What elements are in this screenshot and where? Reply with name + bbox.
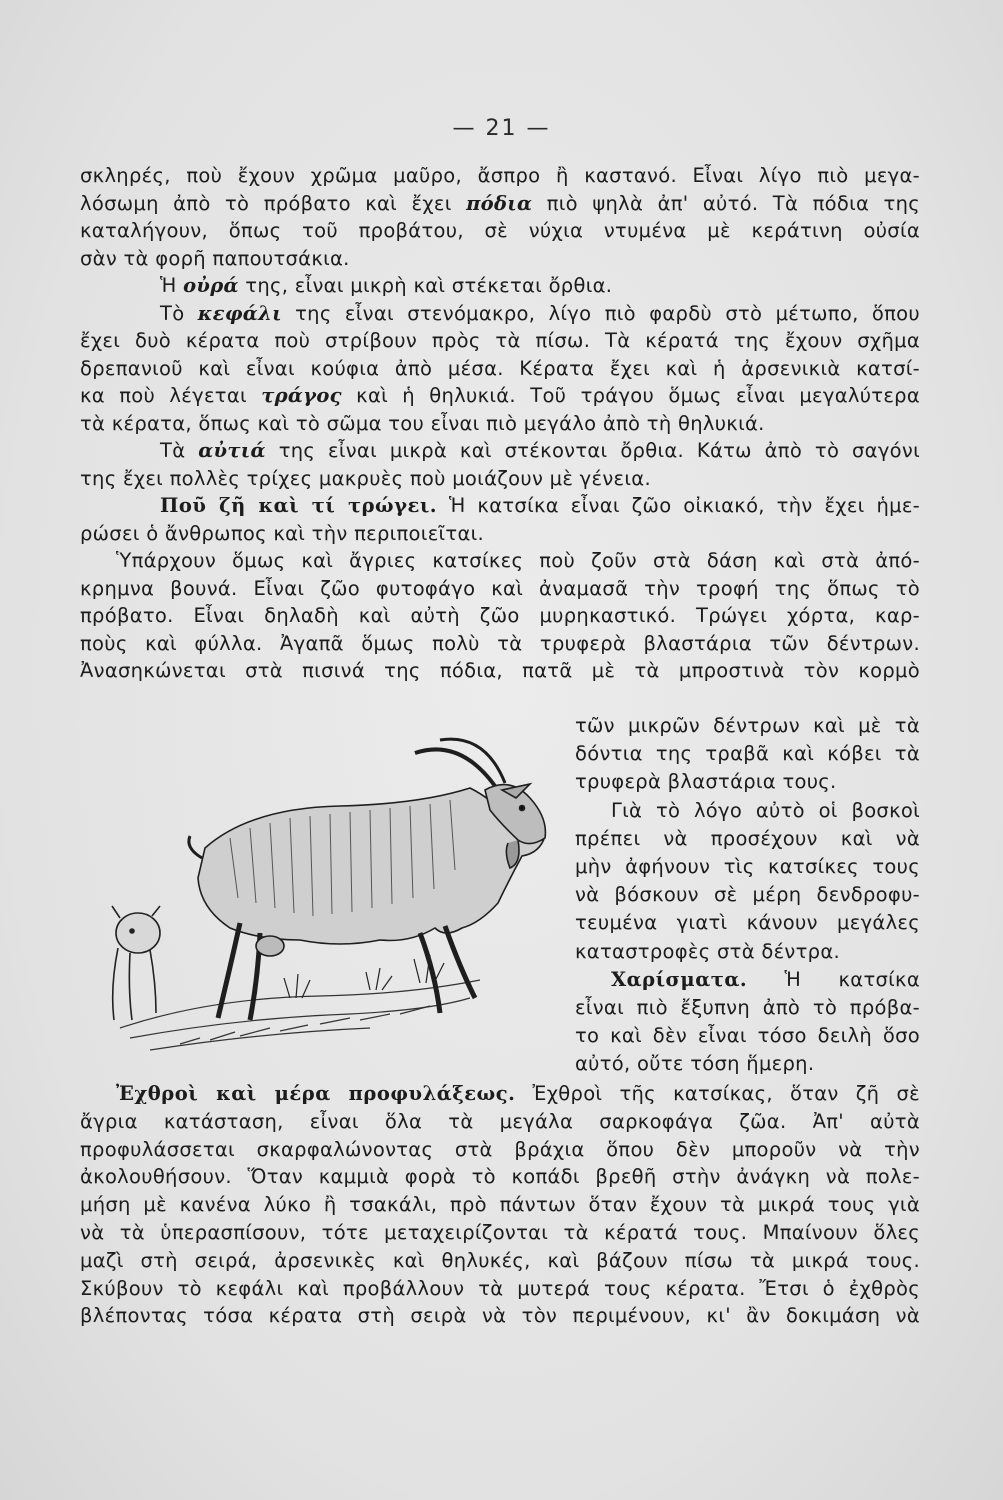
text-run: Γιὰ τὸ λόγο αὐτὸ οἱ βοσκοὶ: [611, 798, 920, 822]
text-run: Ἡ: [160, 274, 184, 297]
emphasized-term: πόδια: [466, 191, 533, 215]
narrow-lines-line: [575, 938, 920, 966]
text-run: μαζὶ στὴ σειρά, ἀρσενικὲς καὶ θηλυκές, καὶ βάζουν πίσω τὰ μικρά τους.: [80, 1248, 920, 1272]
text-run: Ἐχθροὶ τῆς κατσίκας, ὅταν ζῆ σὲ: [515, 1082, 920, 1105]
top-lines-line: [80, 657, 920, 685]
text-run: τὰ κέρατα, ὅπως καὶ τὸ σῶμα του εἶναι πιὸ μεγάλο ἀπὸ τὴ θηλυκιά.: [80, 411, 765, 435]
text-run: Ἡ κατσίκα εἶναι ζῶο οἰκιακό, τὴν ἔχει ἡμε-: [437, 494, 920, 517]
bottom-lines-line: [80, 1163, 920, 1191]
top-lines-line: [80, 162, 920, 190]
text-run: τευμένα γιατὶ κάνουν μεγάλες: [575, 911, 920, 935]
text-run: νὰ τὰ ὑπερασπίσουν, τότε μεταχειρίζονται τὰ κέρατά τους. Μπαίνουν ὅλες: [80, 1220, 920, 1244]
text-run: της, εἶναι μικρὴ καὶ στέκεται ὄρθια.: [238, 274, 613, 297]
top-lines-line: [80, 520, 920, 548]
text-run: αὐτό, οὔτε τόση ἥμερη.: [575, 1052, 815, 1076]
bottom-lines-line: [80, 1191, 920, 1219]
text-run: Τὸ: [160, 301, 198, 325]
emphasized-term: τράγος: [261, 384, 342, 407]
goat-illustration: [90, 728, 560, 1058]
text-run: προφυλάσσεται σκαρφαλώνοντας στὰ βράχια ὅπου δὲν μποροῦν νὰ τὴν: [80, 1137, 920, 1161]
top-lines-line: [80, 217, 920, 245]
text-run: μήση μὲ κανένα λύκο ἢ τσακάλι, πρὸ πάντων ὅταν ἔχουν τὰ μικρά τους γιὰ: [80, 1193, 920, 1217]
text-run: Ἡ κατσίκα: [747, 967, 920, 991]
bottom-lines-line: [80, 1136, 920, 1164]
text-run: μὴν ἀφήνουν τὶς κατσίκες τους: [575, 855, 920, 879]
kid-goat: [112, 906, 160, 1020]
text-run: νὰ βόσκουν σὲ μέρη δενδροφυ-: [575, 883, 920, 907]
text-run: Σκύβουν τὸ κεφάλι καὶ προβάλλουν τὰ μυτερά τους κέρατα. Ἔτσι ὁ ἐχθρὸς: [80, 1276, 920, 1300]
top-lines-line: [80, 547, 920, 575]
text-run: σὰν τὰ φορῆ παπουτσάκια.: [80, 246, 350, 270]
narrow-lines-line: [575, 909, 920, 937]
bottom-lines-line: [80, 1219, 920, 1247]
text-run: Ὑπάρχουν ὅμως καὶ ἄγριες κατσίκες ποὺ ζοῦν στὰ δάση καὶ στὰ ἀπό-: [116, 549, 920, 572]
text-run: τρυφερὰ βλαστάρια τους.: [575, 770, 837, 794]
text-run: τῶν μικρῶν δέντρων καὶ μὲ τὰ: [575, 714, 920, 737]
bottom-lines-line: [80, 1275, 920, 1303]
text-run: καταλήγουν, ὅπως τοῦ προβάτου, σὲ νύχια ντυμένα μὲ κεράτινη οὐσία: [80, 219, 920, 242]
top-text-block: [80, 162, 920, 685]
narrow-lines-line: [575, 740, 920, 768]
text-run: της ἔχει πολλὲς τρίχες μακρυὲς ποὺ μοιάζουν μὲ γένεια.: [80, 466, 651, 490]
text-run: Ἀνασηκώνεται στὰ πισινά της πόδια, πατᾶ μὲ τὰ μπροστινὰ τὸν κορμὸ: [80, 659, 920, 682]
narrow-lines-line: [575, 966, 920, 994]
top-lines-line: [80, 602, 920, 630]
text-run: ρώσει ὁ ἄνθρωπος καὶ τὴν περιποιεῖται.: [80, 521, 485, 545]
text-run: βλέποντας τόσα κέρατα στὴ σειρὰ νὰ τὸν περιμένουν, κι' ἂν δοκιμάση νὰ: [80, 1304, 920, 1328]
section-heading: Χαρίσματα.: [611, 967, 748, 991]
emphasized-term: αὐτιά: [198, 439, 266, 462]
section-heading: Ποῦ ζῆ καὶ τί τρώγει.: [160, 494, 438, 517]
narrow-lines-line: [575, 994, 920, 1022]
side-text-column: [575, 712, 920, 1079]
text-run: δόντια της τραβᾶ καὶ κόβει τὰ: [575, 742, 920, 766]
text-run: πιὸ ψηλὰ ἀπ' αὐτό. Τὰ πόδια της: [532, 191, 920, 215]
top-lines-line: [80, 355, 920, 383]
text-run: σκληρές, ποὺ ἔχουν χρῶμα μαῦρο, ἄσπρο ἢ καστανό. Εἶναι λίγο πιὸ μεγα-: [80, 164, 920, 187]
text-run: δρεπανιοῦ καὶ εἶναι κούφια ἀπὸ μέσα. Κέρατα ἔχει καὶ ἡ ἀρσενικιὰ κατσί-: [80, 356, 920, 380]
text-run: εἶναι πιὸ ἔξυπνη ἀπὸ τὸ πρόβα-: [575, 996, 920, 1020]
text-run: της εἶναι στενόμακρο, λίγο πιὸ φαρδὺ στὸ μέτωπο, ὅπου: [281, 301, 920, 325]
text-run: πρέπει νὰ προσέχουν καὶ νὰ: [575, 826, 920, 850]
text-run: καὶ ἡ θηλυκιά. Τοῦ τράγου ὅμως εἶναι μεγαλύτερα: [341, 384, 920, 407]
top-lines-line: [80, 272, 920, 300]
page-number: — 21 —: [452, 116, 551, 141]
top-lines-line: [80, 245, 920, 273]
top-lines-line: [80, 410, 920, 438]
narrow-lines-line: [575, 1022, 920, 1050]
text-run: το καὶ δὲν εἶναι τόσο δειλὴ ὅσο: [575, 1024, 920, 1048]
text-run: ἄγρια κατάσταση, εἶναι ὅλα τὰ μεγάλα σαρκοφάγα ζῶα. Ἀπ' αὐτὰ: [80, 1109, 920, 1133]
section-heading: Ἐχθροὶ καὶ μέρα προφυλάξεως.: [116, 1082, 516, 1105]
text-run: ἔχει δυὸ κέρατα ποὺ στρίβουν πρὸς τὰ πίσω. Τὰ κέρατά της ἔχουν σχῆμα: [80, 329, 920, 352]
bottom-lines-line: [80, 1302, 920, 1330]
narrow-lines-line: [575, 1050, 920, 1078]
top-lines-line: [80, 327, 920, 355]
text-run: της εἶναι μικρὰ καὶ στέκονται ὄρθια. Κάτω ἀπὸ τὸ σαγόνι: [265, 439, 920, 462]
text-run: πρόβατο. Εἶναι δηλαδὴ καὶ αὐτὴ ζῶο μυρηκαστικό. Τρώγει χόρτα, καρ-: [80, 604, 920, 627]
ground-shading: [120, 980, 480, 1050]
narrow-lines-line: [575, 712, 920, 740]
narrow-lines-line: [575, 825, 920, 853]
text-run: ἀκολουθήσουν. Ὅταν καμμιὰ φορὰ τὸ κοπάδι βρεθῆ στὴν ἀνάγκη νὰ πολε-: [80, 1165, 920, 1189]
top-lines-line: [80, 492, 920, 520]
emphasized-term: κεφάλι: [197, 301, 282, 325]
text-run: Τὰ: [160, 439, 199, 462]
text-run: κρημνα βουνά. Εἶναι ζῶο φυτοφάγο καὶ ἀναμασᾶ τὴν τροφή της ὅπως τὸ: [80, 576, 920, 600]
bottom-lines-line: [80, 1108, 920, 1136]
grass: [284, 955, 444, 998]
text-run: ποὺς καὶ φύλλα. Ἀγαπᾶ ὅμως πολὺ τὰ τρυφερὰ βλαστάρια τῶν δέντρων.: [80, 631, 920, 655]
emphasized-term: οὐρά: [183, 274, 239, 297]
bottom-lines-line: [80, 1080, 920, 1108]
top-lines-line: [80, 300, 920, 328]
bottom-lines-line: [80, 1247, 920, 1275]
top-lines-line: [80, 465, 920, 493]
top-lines-line: [80, 437, 920, 465]
narrow-lines-line: [575, 853, 920, 881]
text-run: κα ποὺ λέγεται: [80, 384, 262, 407]
narrow-lines-line: [575, 881, 920, 909]
narrow-lines-line: [575, 768, 920, 796]
top-lines-line: [80, 630, 920, 658]
top-lines-line: [80, 382, 920, 410]
top-lines-line: [80, 190, 920, 218]
narrow-lines-line: [575, 797, 920, 825]
text-run: λόσωμη ἀπὸ τὸ πρόβατο καὶ ἔχει: [80, 191, 467, 215]
top-lines-line: [80, 575, 920, 603]
text-run: καταστροφὲς στὰ δέντρα.: [575, 939, 840, 963]
bottom-text-block: [80, 1080, 920, 1330]
